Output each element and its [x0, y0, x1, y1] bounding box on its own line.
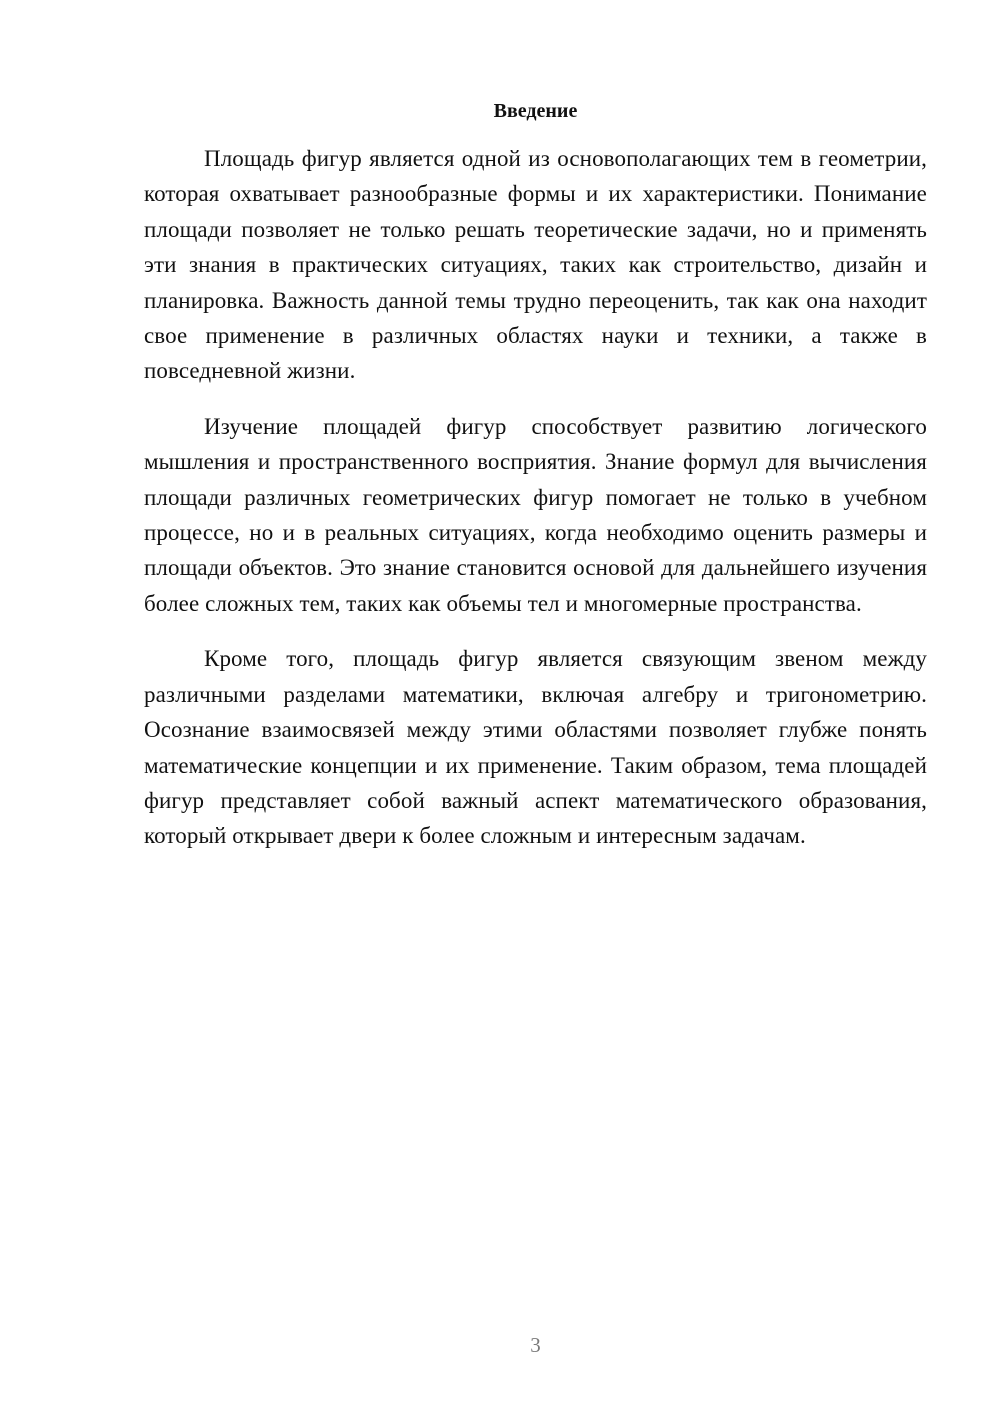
- page-number: 3: [530, 1333, 541, 1357]
- paragraph: Площадь фигур является одной из основополагающих тем в геометрии, которая охватывает разнообразные формы и их характеристики. Понимание площади позволяет не только решать теоретические задачи, но и применять эти знания в практических ситуациях, таких как строительство, дизайн и планировка. Важность данной темы трудно переоценить, так как она находит свое применение в различных областях науки и техники, а также в повседневной жизни.: [144, 146, 927, 384]
- body-text: [144, 141, 927, 874]
- section-heading: Введение: [493, 100, 578, 122]
- paragraph: Изучение площадей фигур способствует развитию логического мышления и пространственного восприятия. Знание формул для вычисления площади различных геометрических фигур помогает не только в учебном процессе, но и в реальных ситуациях, когда необходимо оценить размеры и площади объектов. Это знание становится основой для дальнейшего изучения более сложных тем, таких как объемы тел и многомерные пространства.: [144, 413, 927, 616]
- paragraph: Кроме того, площадь фигур является связующим звеном между различными разделами математики, включая алгебру и тригонометрию. Осознание взаимосвязей между этими областями позволяет глубже понять математические концепции и их применение. Таким образом, тема площадей фигур представляет собой важный аспект математического образования, который открывает двери к более сложным и интересным задачам.: [144, 646, 927, 849]
